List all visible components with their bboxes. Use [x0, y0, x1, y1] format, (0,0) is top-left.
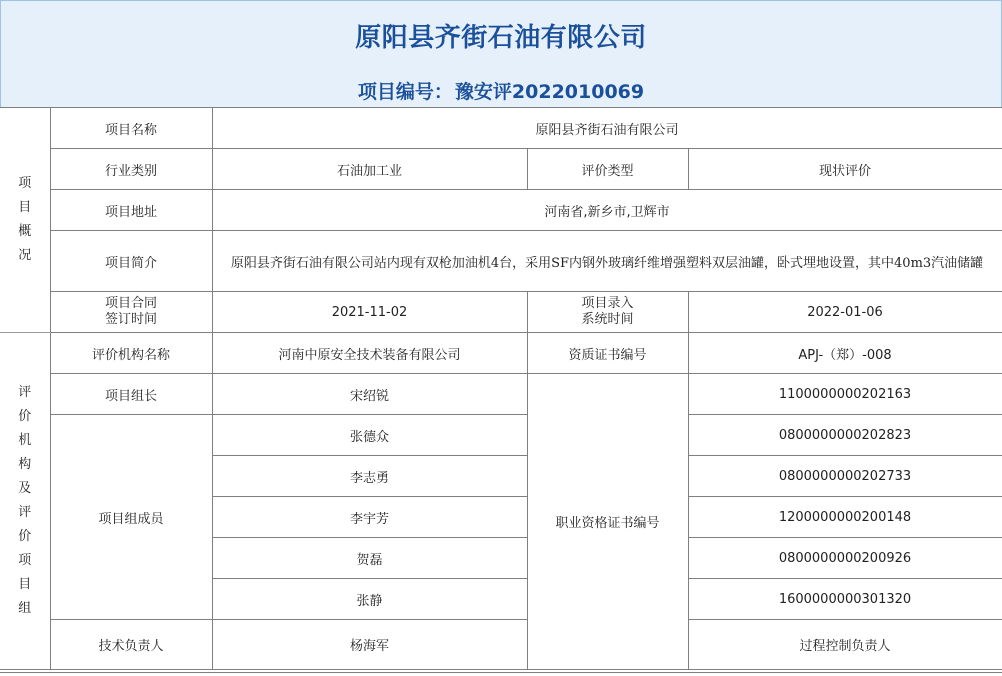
project-number: [1, 77, 1001, 104]
section2-char: 价: [18, 529, 32, 544]
project-name-label: 项目名称: [50, 108, 212, 149]
address-label: 项目地址: [50, 190, 212, 231]
project-name-value: 原阳县齐街石油有限公司: [212, 108, 1002, 149]
team-member-name: 贺磊: [212, 538, 527, 579]
section1-char: 目: [18, 200, 32, 215]
team-row: [0, 374, 1002, 415]
org-value: 河南中原安全技术装备有限公司: [212, 333, 527, 374]
section1-char: 况: [18, 248, 32, 263]
section1-char: 概: [18, 224, 32, 239]
industry-value: 石油加工业: [212, 149, 527, 190]
team-member-cert: 0800000000200926: [688, 538, 1002, 579]
entry-label-line1: 项目录入: [581, 296, 634, 311]
contract-label-line2: 签订时间: [104, 312, 157, 327]
row-address: [0, 190, 1002, 231]
intro-label: 项目简介: [50, 231, 212, 292]
process-lead-label: 过程控制负责人: [688, 620, 1002, 670]
header-banner: [0, 0, 1002, 107]
team-member-name: 张德众: [212, 415, 527, 456]
contract-label-line1: 项目合同: [104, 296, 157, 311]
cert-value: APJ-（郑）-008: [688, 333, 1002, 374]
section2-char: 项: [18, 553, 32, 568]
eval-type-value: 现状评价: [688, 149, 1002, 190]
entry-time-value: 2022-01-06: [688, 292, 1002, 333]
team-member-cert: 1200000000200148: [688, 497, 1002, 538]
project-number-value: 豫安评2022010069: [454, 81, 645, 103]
row-org: [0, 333, 1002, 374]
entry-label-line2: 系统时间: [581, 312, 634, 327]
cert-label: 资质证书编号: [527, 333, 688, 374]
org-label: 评价机构名称: [50, 333, 212, 374]
team-member-cert: 1600000000301320: [688, 579, 1002, 620]
section2-char: 评: [18, 505, 32, 520]
address-value: 河南省,新乡市,卫辉市: [212, 190, 1002, 231]
section2-char: 及: [18, 481, 32, 496]
section2-char: 价: [18, 409, 32, 424]
members-label: 项目组成员: [50, 415, 212, 620]
qualification-label: 职业资格证书编号: [527, 374, 688, 670]
project-info-table: [0, 107, 1002, 670]
team-member-cert: 0800000000202823: [688, 415, 1002, 456]
row-dates: [0, 292, 1002, 333]
row-intro: [0, 231, 1002, 292]
team-member-name: 张静: [212, 579, 527, 620]
team-member-name: 李宇芳: [212, 497, 527, 538]
section-evaluation-team: [0, 333, 50, 670]
section2-char: 目: [18, 577, 32, 592]
company-title: 原阳县齐街石油有限公司: [355, 23, 647, 53]
contract-time-label: [50, 292, 212, 333]
team-member-name: 李志勇: [212, 456, 527, 497]
section2-char: 组: [18, 601, 32, 616]
section-project-overview: [0, 108, 50, 333]
section2-char: 机: [18, 433, 32, 448]
bottom-divider: [0, 672, 1002, 673]
team-member-cert: 1100000000202163: [688, 374, 1002, 415]
team-row: [0, 415, 1002, 456]
contract-time-value: 2021-11-02: [212, 292, 527, 333]
intro-value: 原阳县齐街石油有限公司站内现有双枪加油机4台，采用SF内钢外玻璃纤维增强塑料双层油罐，卧式埋地设置，其中40m3汽油储罐: [212, 231, 1002, 292]
tech-lead-value: 杨海军: [212, 620, 527, 670]
entry-time-label: [527, 292, 688, 333]
section2-char: 构: [18, 457, 32, 472]
tech-lead-label: 技术负责人: [50, 620, 212, 670]
project-number-label: 项目编号：: [357, 81, 453, 103]
team-member-name: 宋绍锐: [212, 374, 527, 415]
row-industry: [0, 149, 1002, 190]
row-project-name: [0, 108, 1002, 149]
row-responsible: [0, 620, 1002, 670]
team-member-cert: 0800000000202733: [688, 456, 1002, 497]
industry-label: 行业类别: [50, 149, 212, 190]
section2-char: 评: [18, 385, 32, 400]
eval-type-label: 评价类型: [527, 149, 688, 190]
section1-char: 项: [18, 176, 32, 191]
leader-label: 项目组长: [50, 374, 212, 415]
